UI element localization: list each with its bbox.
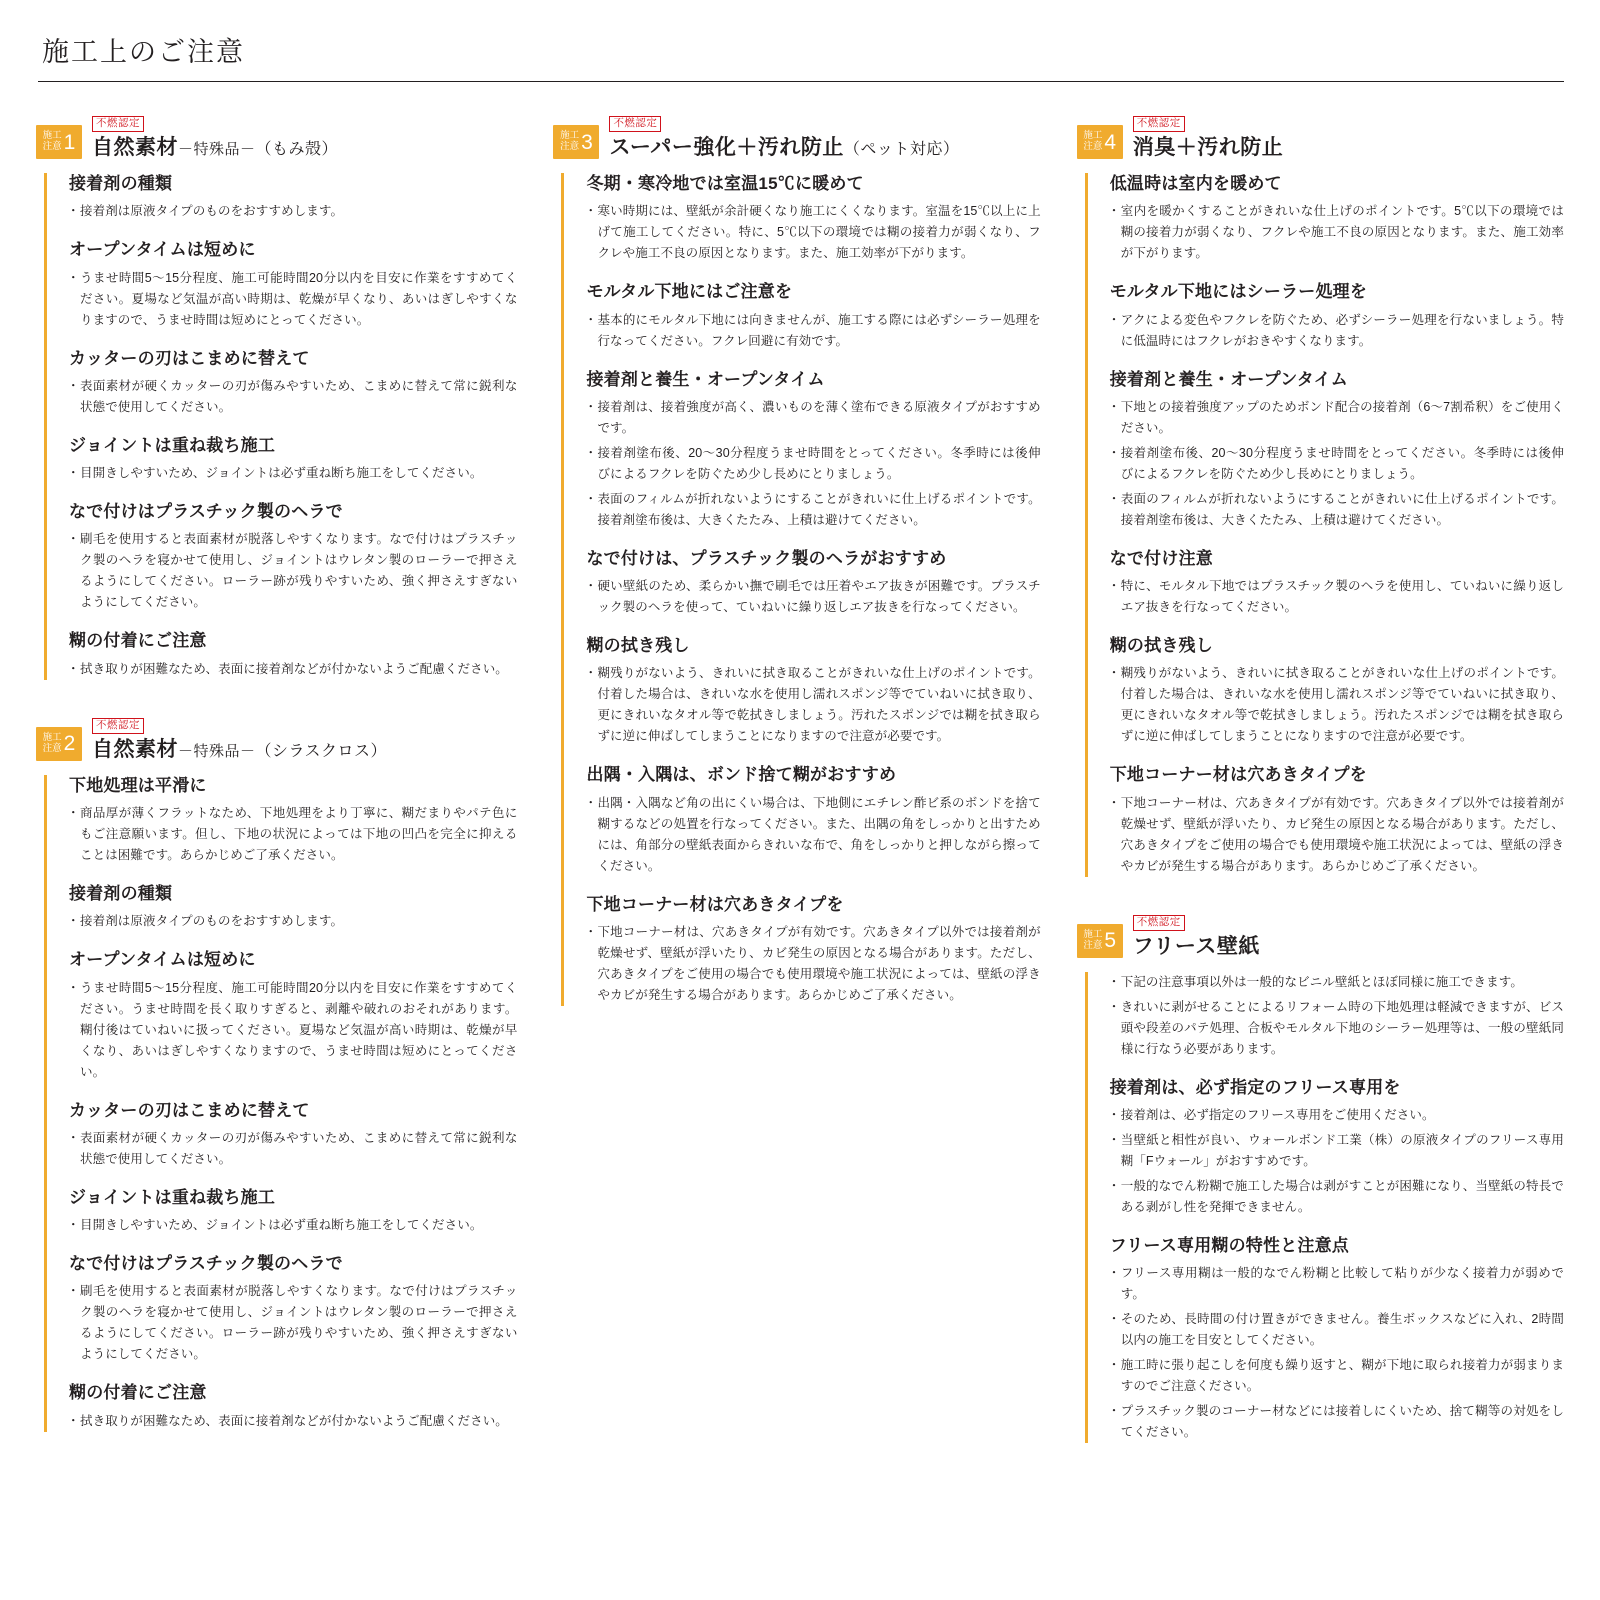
column-1 (36, 116, 517, 1470)
group-bullets (1110, 972, 1564, 1060)
section-1-header (36, 116, 517, 159)
bullet: ・ 出隅・入隅など角の出にくい場合は、下地側にエチレン酢ビ系のボンドを捨て糊するなどの処置を行なってください。また、出隅の角をしっかりと出すためには、角部分の壁紙表面からきれいな布で、角をしっかりと押しながら擦ってください。 (586, 793, 1040, 877)
group-title: 下地コーナー材は穴あきタイプを (586, 894, 844, 914)
group (1110, 1077, 1564, 1218)
group-title: フリース専用糊の特性と注意点 (1109, 1236, 1349, 1256)
group-title: なで付けはプラスチック製のヘラで (69, 502, 343, 522)
bullet: ・ 接着剤は、必ず指定のフリース専用をご使用ください。 (1110, 1105, 1564, 1126)
section-2-title-sub: －特殊品－ (178, 742, 256, 760)
section-4-badge (1077, 125, 1123, 159)
group-title: 接着剤は、必ず指定のフリース専用を (1109, 1077, 1401, 1097)
group-bullets (69, 659, 517, 680)
section-5-nonflammable-badge: 不燃認定 (1133, 915, 1185, 931)
group-title: 下地コーナー材は穴あきタイプを (1109, 765, 1367, 785)
group-title: 接着剤と養生・オープンタイム (586, 369, 825, 389)
section-2-title (92, 738, 387, 761)
group-bullets (1110, 1105, 1564, 1218)
section-4-title-main: 消臭＋汚れ防止 (1132, 136, 1284, 160)
section-3-title (609, 136, 959, 159)
bullet: ・ 接着剤は原液タイプのものをおすすめします。 (69, 201, 517, 222)
group-title: 糊の拭き残し (586, 636, 690, 656)
bullet: ・ 施工時に張り起こしを何度も繰り返すと、糊が下地に取られ接着力が弱まりますのでご注意ください。 (1110, 1355, 1564, 1397)
bullet: ・ 目開きしやすいため、ジョイントは必ず重ね断ち施工をしてください。 (69, 463, 517, 484)
bullet: ・ 当壁紙と相性が良い、ウォールボンド工業（株）の原液タイプのフリース専用糊「Fウォール」がおすすめです。 (1110, 1130, 1564, 1172)
badge-line1: 施工 (1083, 929, 1103, 941)
section-4-number: 4 (1104, 130, 1117, 154)
bullet: ・ そのため、長時間の付け置きができません。養生ボックスなどに入れ、2時間以内の施工を目安としてください。 (1110, 1309, 1564, 1351)
bullet: ・ 下地コーナー材は、穴あきタイプが有効です。穴あきタイプ以外では接着剤が乾燥せず、壁紙が浮いたり、カビ発生の原因となる場合があります。ただし、穴あきタイプをご使用の場合でも使用環境や施工状況によっては、壁紙の浮きやカビが発生する場合があります。あらかじめご了承ください。 (586, 922, 1040, 1006)
badge-line1: 施工 (42, 130, 62, 142)
section-2-title-sub2: （シラスクロス） (255, 742, 388, 760)
group (1110, 548, 1564, 618)
group-bullets (1110, 793, 1564, 877)
section-4-nonflammable-badge: 不燃認定 (1133, 116, 1185, 132)
group (586, 173, 1040, 264)
group-title: カッターの刃はこまめに替えて (69, 348, 310, 368)
group-bullets (69, 529, 517, 613)
badge-line1: 施工 (1083, 130, 1103, 142)
group-title: 接着剤の種類 (69, 174, 173, 194)
bullet: ・ 接着剤塗布後、20〜30分程度うませ時間をとってください。冬季時には後伸びによるフクレを防ぐため少し長めにとりましょう。 (1110, 443, 1564, 485)
section-2-nonflammable-badge: 不燃認定 (92, 718, 144, 734)
section-2 (36, 718, 517, 1432)
bullet: ・ 下地との接着強度アップのためボンド配合の接着剤（6〜7割希釈）をご使用ください。 (1110, 397, 1564, 439)
section-4-header (1077, 116, 1564, 159)
bullet: ・ アクによる変色やフクレを防ぐため、必ずシーラー処理を行ないましょう。特に低温時にはフクレがおきやすくなります。 (1110, 310, 1564, 352)
group-bullets (586, 310, 1040, 352)
group (586, 894, 1040, 1006)
group-title: 糊の付着にご注意 (69, 1383, 207, 1403)
bullet: ・ 拭き取りが困難なため、表面に接着剤などが付かないようご配慮ください。 (69, 659, 517, 680)
section-5-title (1133, 935, 1260, 958)
content-columns (36, 116, 1564, 1481)
badge-line2: 注意 (1083, 141, 1103, 153)
group-title: 冬期・寒冷地では室温15℃に暖めて (586, 174, 864, 194)
section-4 (1077, 116, 1564, 877)
section-5-lead (1110, 972, 1564, 1060)
bullet: ・ 接着剤は、接着強度が高く、濃いものを薄く塗布できる原液タイプがおすすめです。 (586, 397, 1040, 439)
group-bullets (69, 1281, 517, 1365)
group-bullets (586, 201, 1040, 264)
section-1-number: 1 (63, 130, 76, 154)
group-title: 糊の付着にご注意 (69, 631, 207, 651)
group-title: 接着剤と養生・オープンタイム (1109, 369, 1348, 389)
group-title: ジョイントは重ね裁ち施工 (69, 1187, 276, 1207)
bullet: ・ うませ時間5〜15分程度、施工可能時間20分以内を目安に作業をすすめてください。うませ時間を長く取りすぎると、剥離や破れのおそれがあります。糊付後はていねいに扱ってください。夏場など気温が高い時期は、乾燥が早くなり、あいはぎしやすくなりますので、うませ時間は短めにとってください。 (69, 978, 517, 1083)
badge-line2: 注意 (42, 141, 62, 153)
bullet: ・ 商品厚が薄くフラットなため、下地処理をより丁寧に、糊だまりやパテ色にもご注意願います。但し、下地の状況によっては下地の凹凸を完全に抑えることは困難です。あらかじめご了承ください。 (69, 803, 517, 866)
group (1110, 764, 1564, 876)
bullet: ・ 硬い壁紙のため、柔らかい撫で刷毛では圧着やエア抜きが困難です。プラスチック製のヘラを使って、ていねいに繰り返しエア抜きを行なってください。 (586, 576, 1040, 618)
section-3-body (561, 173, 1040, 1006)
group-bullets (586, 922, 1040, 1006)
group-bullets (586, 663, 1040, 747)
bullet: ・ 寒い時期には、壁紙が余計硬くなり施工にくくなります。室温を15℃以上に上げて施工してください。特に、5℃以下の環境では糊の接着力が弱くなり、フクレや施工不良の原因となります。また、施工効率が下がります。 (586, 201, 1040, 264)
section-2-body (44, 775, 517, 1432)
section-4-title (1133, 136, 1284, 159)
section-1-badge (36, 125, 82, 159)
group-bullets (69, 1128, 517, 1170)
bullet: ・ 表面素材が硬くカッターの刃が傷みやすいため、こまめに替えて常に鋭利な状態で使用してください。 (69, 376, 517, 418)
group (1110, 173, 1564, 264)
group-bullets (69, 803, 517, 866)
group-bullets (69, 463, 517, 484)
bullet: ・ 糊残りがないよう、きれいに拭き取ることがきれいな仕上げのポイントです。付着した場合は、きれいな水を使用し濡れスポンジ等でていねいに拭き取り、更にきれいなタオル等で乾拭きしましょう。汚れたスポンジでは糊を拭き取らずに逆に伸ばしてしまうことになりますので注意が必要です。 (1110, 663, 1564, 747)
section-3-title-sub2: （ペット対応） (843, 141, 960, 159)
bullet: ・ 接着剤塗布後、20〜30分程度うませ時間をとってください。冬季時には後伸びによるフクレを防ぐため少し長めにとりましょう。 (586, 443, 1040, 485)
section-5 (1077, 915, 1564, 1444)
bullet: ・ 一般的なでん粉糊で施工した場合は剥がすことが困難になり、当壁紙の特長である剥がし性を発揮できません。 (1110, 1176, 1564, 1218)
section-1-title-main: 自然素材 (92, 136, 178, 160)
badge-line2: 注意 (42, 742, 62, 754)
bullet: ・ 拭き取りが困難なため、表面に接着剤などが付かないようご配慮ください。 (69, 1411, 517, 1432)
bullet: ・ フリース専用糊は一般的なでん粉糊と比較して粘りが少なく接着力が弱めです。 (1110, 1263, 1564, 1305)
section-2-title-main: 自然素材 (92, 737, 178, 761)
group (69, 435, 517, 484)
bullet: ・ プラスチック製のコーナー材などには接着しにくいため、捨て糊等の対処をしてください。 (1110, 1401, 1564, 1443)
group-title: なで付けはプラスチック製のヘラで (69, 1254, 343, 1274)
bullet: ・ 表面のフィルムが折れないようにすることがきれいに仕上げるポイントです。接着剤塗布後は、大きくたたみ、上積は避けてください。 (1110, 489, 1564, 531)
group-title: カッターの刃はこまめに替えて (69, 1100, 310, 1120)
bullet: ・ 特に、モルタル下地ではプラスチック製のヘラを使用し、ていねいに繰り返しエア抜きを行なってください。 (1110, 576, 1564, 618)
group-title: オープンタイムは短めに (69, 240, 256, 260)
badge-line2: 注意 (560, 141, 580, 153)
section-3-badge (553, 125, 599, 159)
section-1-nonflammable-badge: 不燃認定 (92, 116, 144, 132)
group (1110, 1235, 1564, 1443)
column-2 (553, 116, 1040, 1044)
page-title: 施工上のご注意 (42, 37, 245, 67)
group-bullets (69, 911, 517, 932)
group (69, 1253, 517, 1365)
group (586, 635, 1040, 747)
bullet: ・ うませ時間5〜15分程度、施工可能時間20分以内を目安に作業をすすめてください。夏場など気温が高い時期は、乾燥が早くなり、あいはぎしやすくなりますので、うませ時間は短めにとってください。 (69, 268, 517, 331)
group-bullets (69, 1411, 517, 1432)
group-bullets (1110, 201, 1564, 264)
badge-line1: 施工 (42, 732, 62, 744)
section-1 (36, 116, 517, 680)
bullet: ・ 接着剤は原液タイプのものをおすすめします。 (69, 911, 517, 932)
group (69, 883, 517, 932)
bullet: ・ 下地コーナー材は、穴あきタイプが有効です。穴あきタイプ以外では接着剤が乾燥せず、壁紙が浮いたり、カビ発生の原因となる場合があります。ただし、穴あきタイプをご使用の場合でも使用環境や施工状況によっては、壁紙の浮きやカビが発生する場合があります。あらかじめご了承ください。 (1110, 793, 1564, 877)
group (69, 630, 517, 679)
section-1-title-sub: －特殊品－ (178, 141, 256, 159)
section-1-title (92, 136, 338, 159)
group-title: オープンタイムは短めに (69, 950, 256, 970)
section-1-body (44, 173, 517, 680)
group (1110, 635, 1564, 747)
group-title: なで付け注意 (1109, 548, 1213, 568)
bullet: ・ 目開きしやすいため、ジョイントは必ず重ね断ち施工をしてください。 (69, 1215, 517, 1236)
group (69, 348, 517, 418)
group-title: ジョイントは重ね裁ち施工 (69, 435, 276, 455)
bullet: ・ 基本的にモルタル下地には向きませんが、施工する際には必ずシーラー処理を行なってください。フクレ回避に有効です。 (586, 310, 1040, 352)
bullet: ・ 表面素材が硬くカッターの刃が傷みやすいため、こまめに替えて常に鋭利な状態で使用してください。 (69, 1128, 517, 1170)
section-5-number: 5 (1104, 929, 1117, 953)
section-5-header (1077, 915, 1564, 958)
group-title: 接着剤の種類 (69, 884, 173, 904)
group (69, 1100, 517, 1170)
group-bullets (1110, 576, 1564, 618)
group (1110, 281, 1564, 351)
bullet: ・ きれいに剥がせることによるリフォーム時の下地処理は軽減できますが、ビス頭や段差のパテ処理、合板やモルタル下地のシーラー処理等は、一般の壁紙同様に行なう必要があります。 (1110, 997, 1564, 1060)
group-bullets (586, 397, 1040, 531)
section-3-title-main: スーパー強化＋汚れ防止 (609, 136, 844, 160)
section-2-number: 2 (63, 732, 76, 756)
group (69, 173, 517, 222)
bullet: ・ 刷毛を使用すると表面素材が脱落しやすくなります。なで付けはプラスチック製のヘラを寝かせて使用し、ジョイントはウレタン製のローラーで押さえるようにしてください。ローラー跡が残りやすいため、強く押さえすぎないようにしてください。 (69, 529, 517, 613)
bullet: ・ 刷毛を使用すると表面素材が脱落しやすくなります。なで付けはプラスチック製のヘラを寝かせて使用し、ジョイントはウレタン製のローラーで押さえるようにしてください。ローラー跡が残りやすいため、強く押さえすぎないようにしてください。 (69, 1281, 517, 1365)
group-bullets (1110, 397, 1564, 531)
section-5-title-main: フリース壁紙 (1132, 934, 1260, 958)
group-bullets (586, 576, 1040, 618)
group-bullets (69, 376, 517, 418)
section-1-title-sub2: （もみ殻） (255, 141, 339, 159)
group-title: なで付けは、プラスチック製のヘラがおすすめ (586, 548, 947, 568)
section-5-badge (1077, 924, 1123, 958)
column-3 (1077, 116, 1564, 1481)
group-title: 糊の拭き残し (1109, 636, 1213, 656)
group (586, 548, 1040, 618)
section-2-badge (36, 727, 82, 761)
section-3 (553, 116, 1040, 1006)
bullet: ・ 糊残りがないよう、きれいに拭き取ることがきれいな仕上げのポイントです。付着した場合は、きれいな水を使用し濡れスポンジ等でていねいに拭き取り、更にきれいなタオル等で乾拭きしましょう。汚れたスポンジでは糊を拭き取らずに逆に伸ばしてしまうことになりますので注意が必要です。 (586, 663, 1040, 747)
group-title: 下地処理は平滑に (69, 775, 207, 795)
group (69, 501, 517, 613)
section-3-number: 3 (581, 130, 593, 154)
section-2-header (36, 718, 517, 761)
group-title: 出隅・入隅は、ボンド捨て糊がおすすめ (586, 765, 897, 785)
group (586, 369, 1040, 531)
section-5-body (1085, 972, 1564, 1444)
group-bullets (1110, 1263, 1564, 1443)
group (69, 1382, 517, 1431)
section-4-body (1085, 173, 1564, 877)
group-bullets (1110, 310, 1564, 352)
group-title: モルタル下地にはシーラー処理を (1109, 282, 1368, 302)
group (69, 1187, 517, 1236)
group (69, 949, 517, 1082)
group-bullets (1110, 663, 1564, 747)
badge-line2: 注意 (1083, 939, 1103, 951)
section-3-header (553, 116, 1040, 159)
group (586, 764, 1040, 876)
group-bullets (586, 793, 1040, 877)
bullet: ・ 表面のフィルムが折れないようにすることがきれいに仕上げるポイントです。接着剤塗布後は、大きくたたみ、上積は避けてください。 (586, 489, 1040, 531)
group (1110, 369, 1564, 531)
group-bullets (69, 268, 517, 331)
bullet: ・ 下記の注意事項以外は一般的なビニル壁紙とほぼ同様に施工できます。 (1110, 972, 1564, 993)
bullet: ・ 室内を暖かくすることがきれいな仕上げのポイントです。5℃以下の環境では糊の接着力が弱くなり、フクレや施工不良の原因となります。また、施工効率が下がります。 (1110, 201, 1564, 264)
title-divider (38, 81, 1564, 82)
group-title: 低温時は室内を暖めて (1109, 174, 1282, 194)
group-title: モルタル下地にはご注意を (586, 282, 793, 302)
group (69, 775, 517, 866)
group-bullets (69, 1215, 517, 1236)
group (69, 239, 517, 330)
group (586, 281, 1040, 351)
group-bullets (69, 978, 517, 1083)
badge-line1: 施工 (560, 130, 580, 142)
section-3-nonflammable-badge: 不燃認定 (609, 116, 661, 132)
group-bullets (69, 201, 517, 222)
